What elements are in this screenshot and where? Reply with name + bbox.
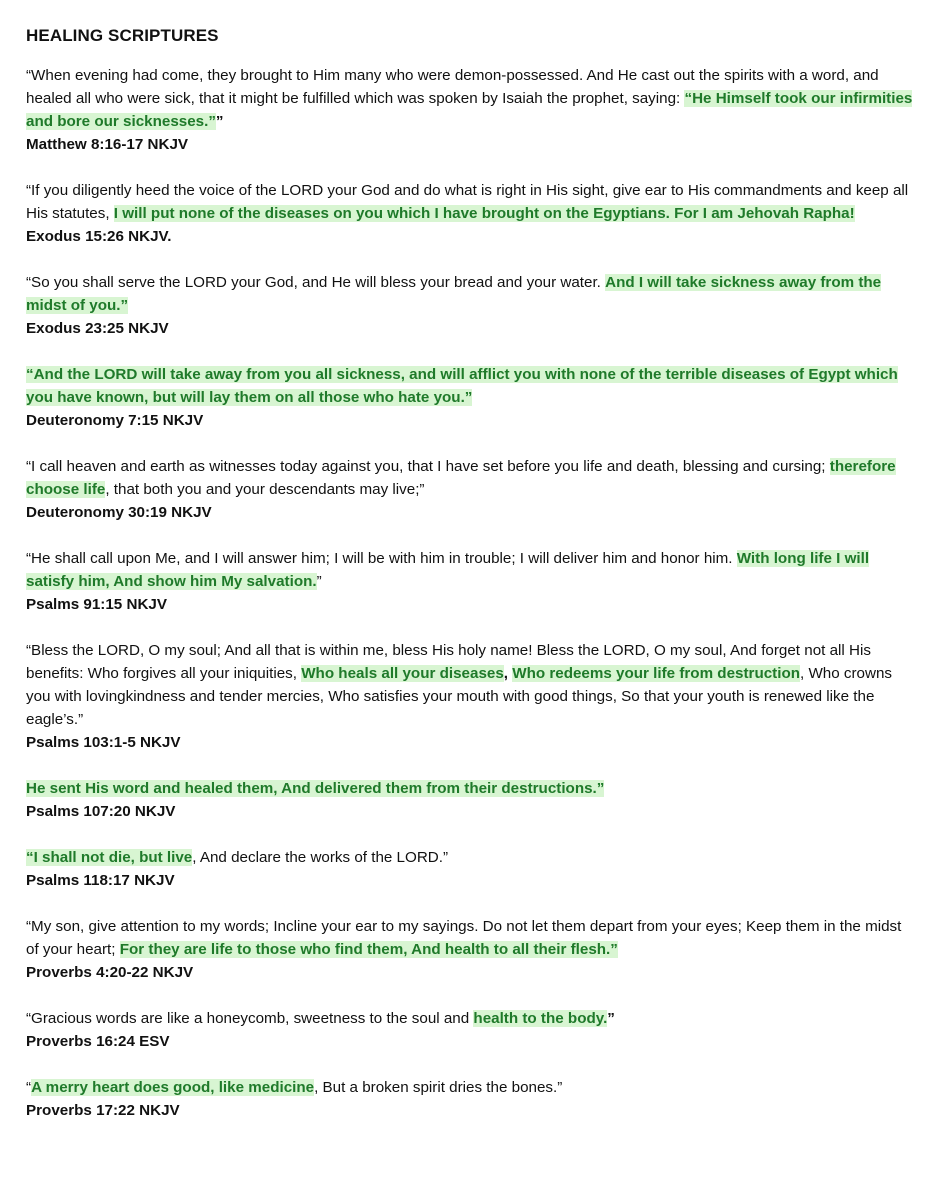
highlighted-phrase: health to the body.	[473, 1010, 608, 1027]
verse-text	[26, 455, 917, 501]
scripture-entry	[26, 915, 917, 984]
verse-reference: Psalms 118:17 NKJV	[26, 872, 175, 889]
scripture-entry	[26, 179, 917, 248]
highlighted-phrase: “He Himself took our infirmities and bore our sicknesses.”	[26, 90, 913, 130]
verse-text	[26, 271, 917, 317]
scripture-entry	[26, 1007, 917, 1053]
verse-text	[26, 639, 917, 731]
scripture-entry	[26, 547, 917, 616]
verse-segment: “I call heaven and earth as witnesses today against you, that I have set before you life and death, blessing and cursing;	[26, 458, 830, 475]
verse-reference: Proverbs 16:24 ESV	[26, 1033, 170, 1050]
verse-segment: “So you shall serve the LORD your God, and He will bless your bread and your water.	[26, 274, 606, 291]
verse-text	[26, 363, 917, 409]
scripture-entry	[26, 777, 917, 823]
verse-segment: , And declare the works of the LORD.”	[192, 849, 449, 866]
verse-segment: “If you diligently heed the voice of the LORD your God and do what is right in His sight, give ear to His commandments and keep all His statutes,	[26, 182, 909, 222]
verse-reference: Matthew 8:16-17 NKJV	[26, 136, 189, 153]
highlighted-phrase: I will put none of the diseases on you which I have brought on the Egyptians. For I am Jehovah Rapha!	[113, 205, 855, 222]
verse-reference: Psalms 103:1-5 NKJV	[26, 734, 181, 751]
highlighted-phrase: And I will take sickness away from the midst of you.”	[26, 274, 882, 314]
verse-reference: Exodus 15:26 NKJV.	[26, 228, 172, 245]
highlighted-phrase: A merry heart does good, like medicine	[31, 1079, 315, 1096]
scripture-list	[26, 64, 917, 1122]
verse-text	[26, 846, 917, 869]
verse-segment: “Gracious words are like a honeycomb, sweetness to the soul and	[26, 1010, 474, 1027]
verse-text	[26, 915, 917, 961]
verse-text	[26, 777, 917, 800]
verse-text	[26, 1076, 917, 1099]
highlighted-phrase: “I shall not die, but live	[26, 849, 193, 866]
verse-segment: “	[26, 1079, 32, 1096]
scripture-entry	[26, 846, 917, 892]
verse-text	[26, 1007, 917, 1030]
highlighted-phrase: Who heals all your diseases	[301, 665, 504, 682]
highlighted-phrase: therefore choose life	[26, 458, 896, 498]
scripture-entry	[26, 363, 917, 432]
highlighted-phrase: “And the LORD will take away from you all sickness, and will afflict you with none of the terrible diseases of Egypt which you have known, but will lay them on all those who hate you.”	[26, 366, 898, 406]
verse-segment: “My son, give attention to my words; Incline your ear to my sayings. Do not let them depart from your eyes; Keep them in the midst of your heart;	[26, 918, 902, 958]
verse-segment: “When evening had come, they brought to Him many who were demon-possessed. And He cast out the spirits with a word, and healed all who were sick, that it might be fulfilled which was spoken by Isaiah the prophet, saying:	[26, 67, 879, 107]
scripture-entry	[26, 64, 917, 156]
verse-reference: Deuteronomy 7:15 NKJV	[26, 412, 204, 429]
verse-reference: Proverbs 17:22 NKJV	[26, 1102, 180, 1119]
highlighted-phrase: Who redeems your life from destruction	[512, 665, 800, 682]
verse-reference: Psalms 107:20 NKJV	[26, 803, 176, 820]
verse-segment: , But a broken spirit dries the bones.”	[314, 1079, 563, 1096]
verse-segment: ”	[316, 573, 322, 590]
verse-segment: ”	[607, 1010, 615, 1027]
scripture-entry	[26, 455, 917, 524]
verse-reference: Proverbs 4:20-22 NKJV	[26, 964, 194, 981]
scripture-entry	[26, 1076, 917, 1122]
highlighted-phrase: With long life I will satisfy him, And show him My salvation.	[26, 550, 870, 590]
verse-text	[26, 547, 917, 593]
verse-reference: Exodus 23:25 NKJV	[26, 320, 169, 337]
page-title: HEALING SCRIPTURES	[26, 26, 219, 45]
verse-reference: Deuteronomy 30:19 NKJV	[26, 504, 212, 521]
highlighted-phrase: For they are life to those who find them, And health to all their flesh.”	[119, 941, 618, 958]
verse-segment: ,	[503, 665, 513, 682]
verse-text	[26, 64, 917, 133]
verse-segment: “He shall call upon Me, and I will answer him; I will be with him in trouble; I will deliver him and honor him.	[26, 550, 737, 567]
verse-text	[26, 179, 917, 225]
verse-segment: ”	[215, 113, 224, 130]
verse-reference: Psalms 91:15 NKJV	[26, 596, 167, 613]
verse-segment: , Who crowns you with lovingkindness and tender mercies, Who satisfies your mouth with good things, So that your youth is renewed like the eagle’s.”	[26, 665, 892, 728]
scripture-entry	[26, 271, 917, 340]
highlighted-phrase: He sent His word and healed them, And delivered them from their destructions.”	[26, 780, 605, 797]
verse-segment: , that both you and your descendants may live;”	[105, 481, 425, 498]
verse-segment: “Bless the LORD, O my soul; And all that is within me, bless His holy name! Bless the LORD, O my soul, And forget not all His benefits: Who forgives all your iniquities,	[26, 642, 871, 682]
scripture-entry	[26, 639, 917, 754]
